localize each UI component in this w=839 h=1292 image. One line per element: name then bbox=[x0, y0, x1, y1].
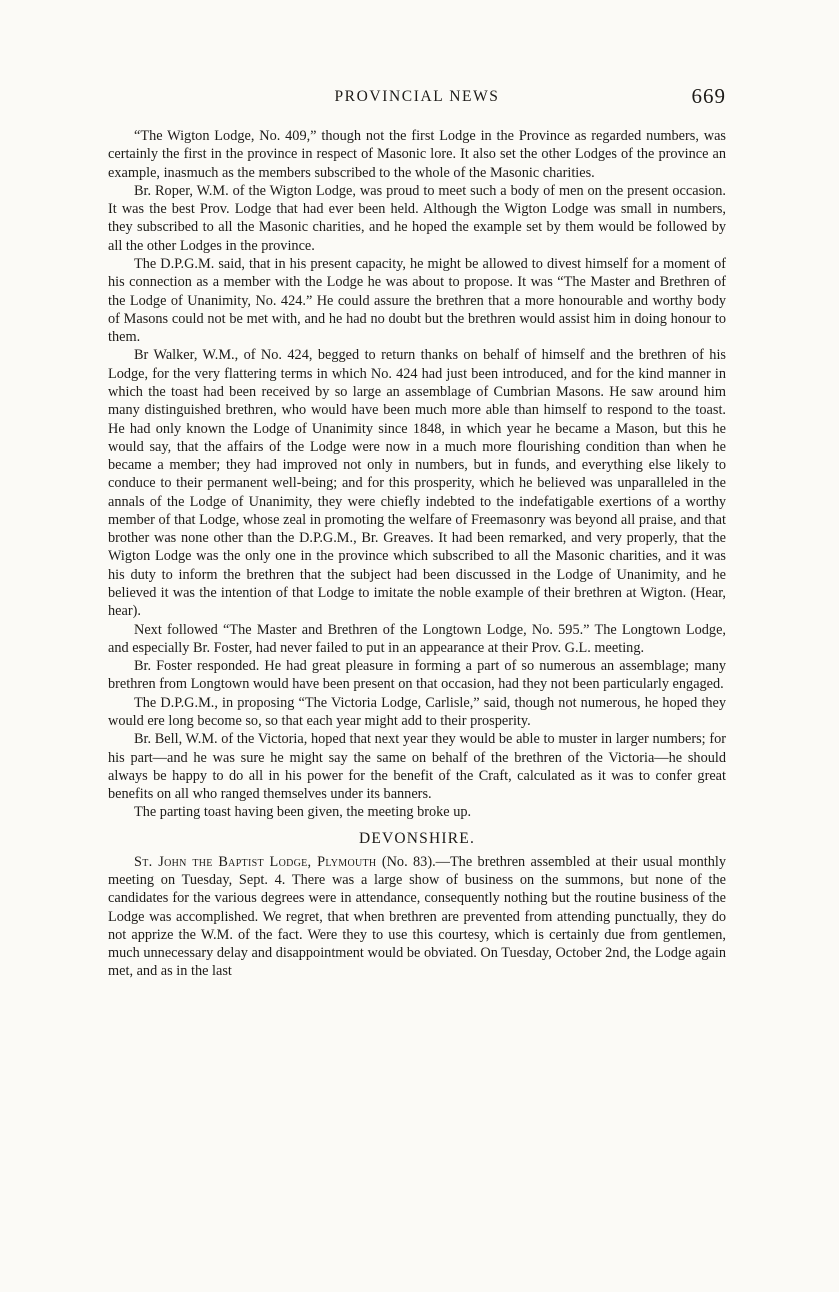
paragraph-parting-toast: The parting toast having been given, the meeting broke up. bbox=[134, 804, 472, 821]
article-body bbox=[108, 127, 726, 981]
paragraph-victoria-lodge: The D.P.G.M., in proposing “The Victoria Lodge, Carlisle,” said, though not numerous, he hoped they would ere long become so, so that each year might add to their prosperity. bbox=[108, 694, 726, 729]
page-number: 669 bbox=[691, 84, 726, 108]
section-heading-devonshire: DEVONSHIRE. bbox=[358, 829, 476, 847]
paragraph-dpgm-unanimity: The D.P.G.M. said, that in his present capacity, he might be allowed to divest himself for a moment of his connection as a member with the Lodge he was about to propose. It was “The Master and Brethren of the Lodge of Unanimity, No. 424.” He could assure the brethren that a more honourable and worthy body of Masons could not be met with, and he had no doubt but the brethren would assist him in doing honour to them. bbox=[108, 255, 726, 346]
paragraph-longtown-lodge: Next followed “The Master and Brethren of the Longtown Lodge, No. 595.” The Longtown Lodge, and especially Br. Foster, had never failed to put in an appearance at their Prov. G.L. meeting. bbox=[108, 621, 726, 656]
paragraph-br-roper: Br. Roper, W.M. of the Wigton Lodge, was proud to meet such a body of men on the present occasion. It was the best Prov. Lodge that had ever been held. Although the Wigton Lodge was small in numbers, they subscribed to all the Masonic charities, and he hoped the example set by them would be followed by all the other Lodges in the province. bbox=[108, 182, 726, 254]
running-title: PROVINCIAL NEWS bbox=[334, 88, 500, 105]
paragraph-br-bell: Br. Bell, W.M. of the Victoria, hoped that next year they would be able to muster in larger numbers; for his part—and he was sure he might say the same on behalf of the brethren of the Victoria—he should always be happy to do all in his power for the benefit of the Craft, calculated as it was to confer great benefits on all who ranged themselves under its banners. bbox=[108, 731, 726, 803]
lodge-name-lead-in: St. John the Baptist Lodge, Plymouth bbox=[134, 853, 377, 870]
paragraph-br-walker: Br Walker, W.M., of No. 424, begged to return thanks on behalf of himself and the brethren of his Lodge, for the very flattering terms in which No. 424 had just been introduced, and for the kind manner in which the toast had been received by so large an assemblage of Cumbrian Masons. He saw around him many distinguished brethren, who would have been much more able than himself to respond to the toast. He had only known the Lodge of Unanimity since 1848, in which year he became a Mason, but this he would say, that the affairs of the Lodge were now in a much more flourishing condition than when he became a member; they had improved not only in numbers, but in funds, and everything else likely to conduce to their permanent well-being; and for this prosperity, which he believed was unparalleled in the annals of the Lodge of Unanimity, they were chiefly indebted to the indefatigable exertions of a worthy member of that Lodge, whose zeal in promoting the welfare of Freemasonry was beyond all praise, and that brother was none other than the D.P.G.M., Br. Greaves. It had been remarked, and very properly, that the Wigton Lodge was the only one in the province which subscribed to all the Masonic charities, and it was his duty to inform the brethren that the subject had been discussed in the Lodge of Unanimity, and he believed it was the intention of that Lodge to imitate the noble example of their brethren at Wigton. (Hear, hear). bbox=[108, 347, 726, 620]
running-head bbox=[108, 86, 726, 110]
paragraph-st-john-baptist-lodge bbox=[108, 853, 726, 981]
paragraph-br-foster: Br. Foster responded. He had great pleasure in forming a part of so numerous an assemblage; many brethren from Longtown would have been present on that occasion, had they not been particularly engaged. bbox=[108, 658, 726, 693]
paragraph-wigton-lodge-toast: “The Wigton Lodge, No. 409,” though not the first Lodge in the Province as regarded numbers, was certainly the first in the province in respect of Masonic lore. It also set the other Lodges of the province an example, inasmuch as the members subscribed to the whole of the Masonic charities. bbox=[108, 128, 726, 181]
paragraph-continuation: (No. 83).—The brethren assembled at their usual monthly meeting on Tuesday, Sept. 4. There was a large show of business on the summons, but none of the candidates for the various degrees were in attendance, consequently nothing but the routine business of the Lodge was accomplished. We regret, that when brethren are prevented from attending punctually, they do not apprize the W.M. of the fact. Were they to use this courtesy, which is certainly due from gentlemen, much unnecessary delay and disappointment would be obviated. On Tuesday, October 2nd, the Lodge again met, and as in the last bbox=[108, 853, 726, 980]
